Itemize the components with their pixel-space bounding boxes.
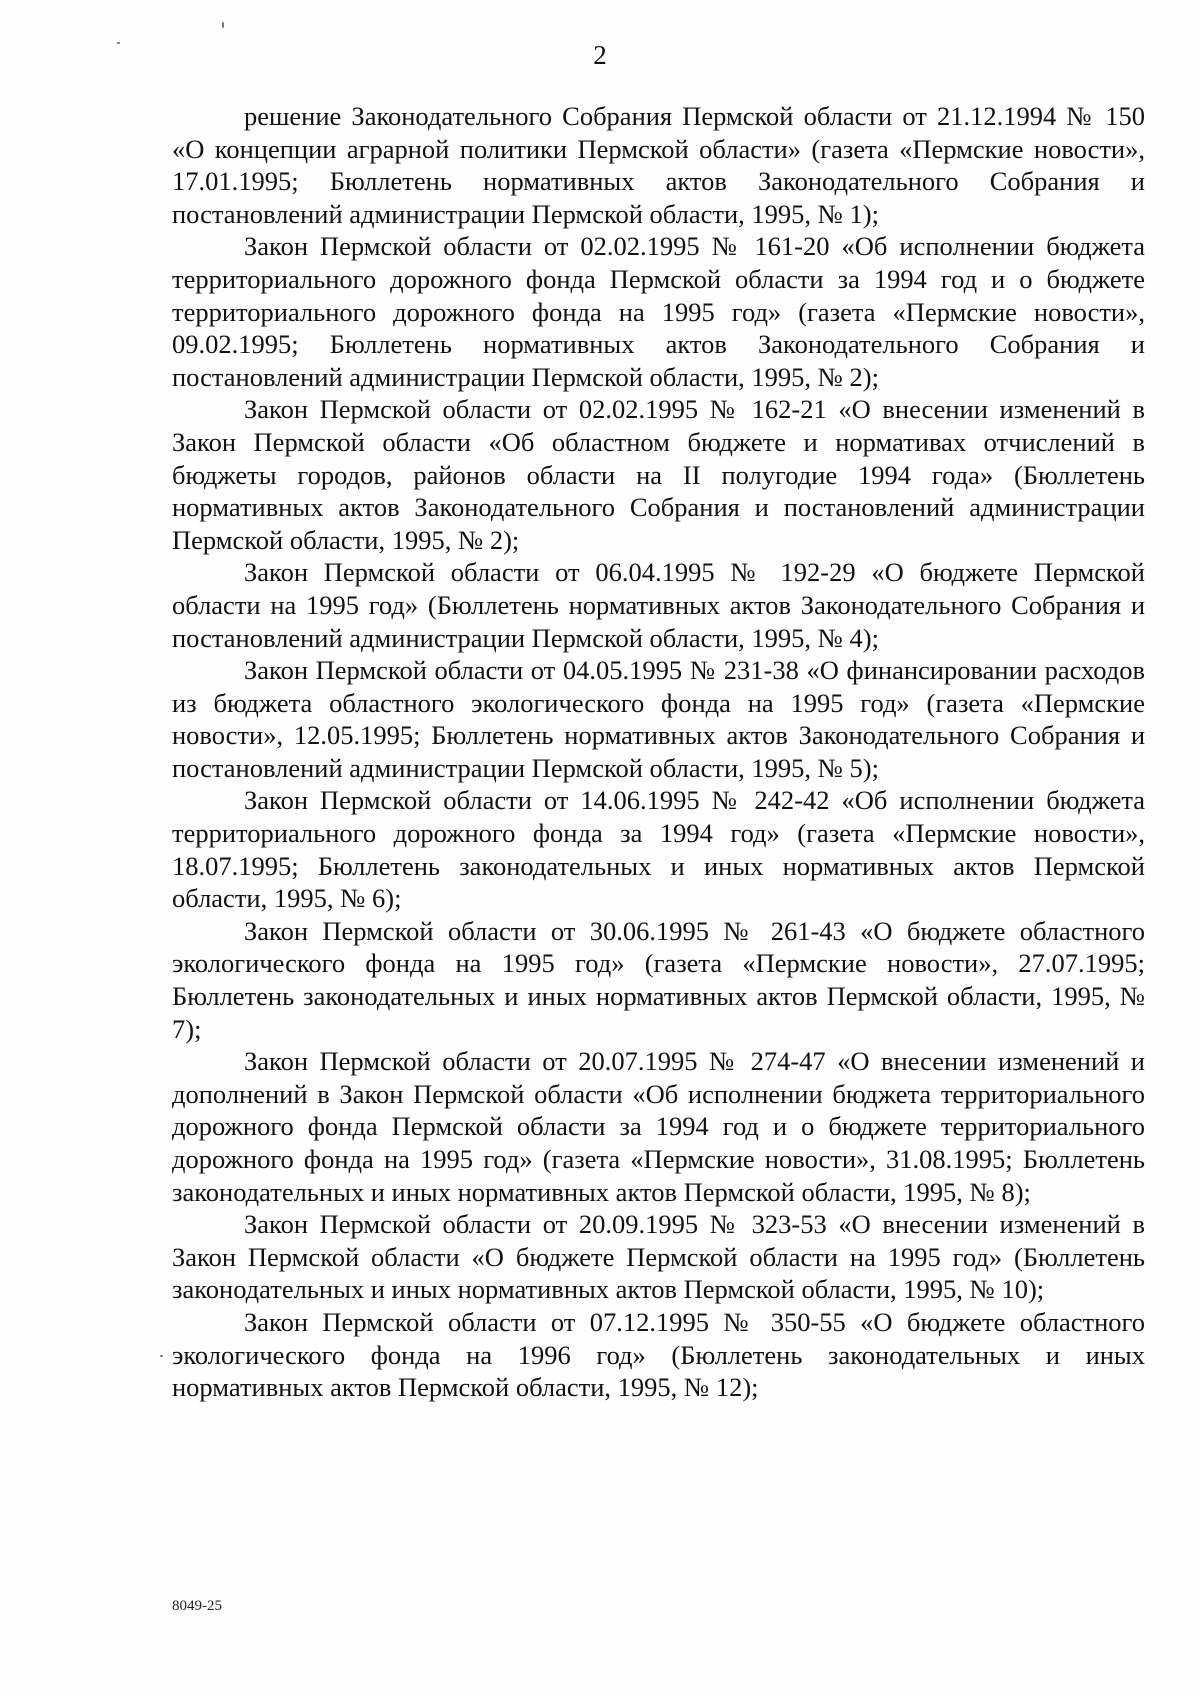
- paragraph: Закон Пермской области от 06.04.1995 № 192-29 «О бюджете Пермской области на 1995 год» (Бюллетень нормативных актов Законодательного Собрания и постановлений администрации Пермской области, 1995, № 4);: [172, 557, 1145, 653]
- document-code: 8049-25: [172, 1598, 222, 1614]
- paragraph: Закон Пермской области от 02.02.1995 № 161-20 «Об исполнении бюджета территориального дорожного фонда Пермской области за 1994 год и о бюджете территориального дорожного фонда на 1995 год» (газета «Пермские новости», 09.02.1995; Бюллетень нормативных актов Законодательного Собрания и постановлений администрации Пермской области, 1995, № 2);: [172, 231, 1145, 392]
- paragraph: Закон Пермской области от 20.09.1995 № 323-53 «О внесении изменений в Закон Пермской области «О бюджете Пермской области на 1995 год» (Бюллетень законодательных и иных нормативных актов Пермской области, 1995, № 10);: [172, 1209, 1145, 1305]
- document-body: [172, 100, 1145, 1404]
- paragraph: Закон Пермской области от 04.05.1995 № 231-38 «О финансировании расходов из бюджета областного экологического фонда на 1995 год» (газета «Пермские новости», 12.05.1995; Бюллетень нормативных актов Законодательного Собрания и постановлений администрации Пермской области, 1995, № 5);: [172, 655, 1145, 783]
- paragraph: Закон Пермской области от 30.06.1995 № 261-43 «О бюджете областного экологического фонда на 1995 год» (газета «Пермские новости», 27.07.1995; Бюллетень законодательных и иных нормативных актов Пермской области, 1995, № 7);: [172, 915, 1145, 1044]
- paragraph: решение Законодательного Собрания Пермской области от 21.12.1994 № 150 «О концепции аграрной политики Пермской области» (газета «Пермские новости», 17.01.1995; Бюллетень нормативных актов Законодательного Собрания и постановлений администрации Пермской области, 1995, № 1);: [172, 101, 1145, 229]
- page-number: 2: [593, 40, 607, 70]
- scan-speck: [160, 1355, 163, 1357]
- paragraph: Закон Пермской области от 14.06.1995 № 242-42 «Об исполнении бюджета территориального дорожного фонда за 1994 год» (газета «Пермские новости», 18.07.1995; Бюллетень законодательных и иных нормативных актов Пермской области, 1995, № 6);: [172, 785, 1145, 914]
- paragraph: Закон Пермской области от 07.12.1995 № 350-55 «О бюджете областного экологического фонда на 1996 год» (Бюллетень законодательных и иных нормативных актов Пермской области, 1995, № 12);: [172, 1306, 1145, 1403]
- paragraph: Закон Пермской области от 02.02.1995 № 162-21 «О внесении изменений в Закон Пермской области «Об областном бюджете и нормативах отчислений в бюджеты городов, районов области на II полугодие 1994 года» (Бюллетень нормативных актов Законодательного Собрания и постановлений администрации Пермской области, 1995, № 2);: [172, 394, 1145, 555]
- scan-speck: [222, 22, 224, 28]
- paragraph: Закон Пермской области от 20.07.1995 № 274-47 «О внесении изменений и дополнений в Закон Пермской области «Об исполнении бюджета территориального дорожного фонда Пермской области за 1994 год и о бюджете территориального дорожного фонда на 1995 год» (газета «Пермские новости», 31.08.1995; Бюллетень законодательных и иных нормативных актов Пермской области, 1995, № 8);: [172, 1046, 1145, 1207]
